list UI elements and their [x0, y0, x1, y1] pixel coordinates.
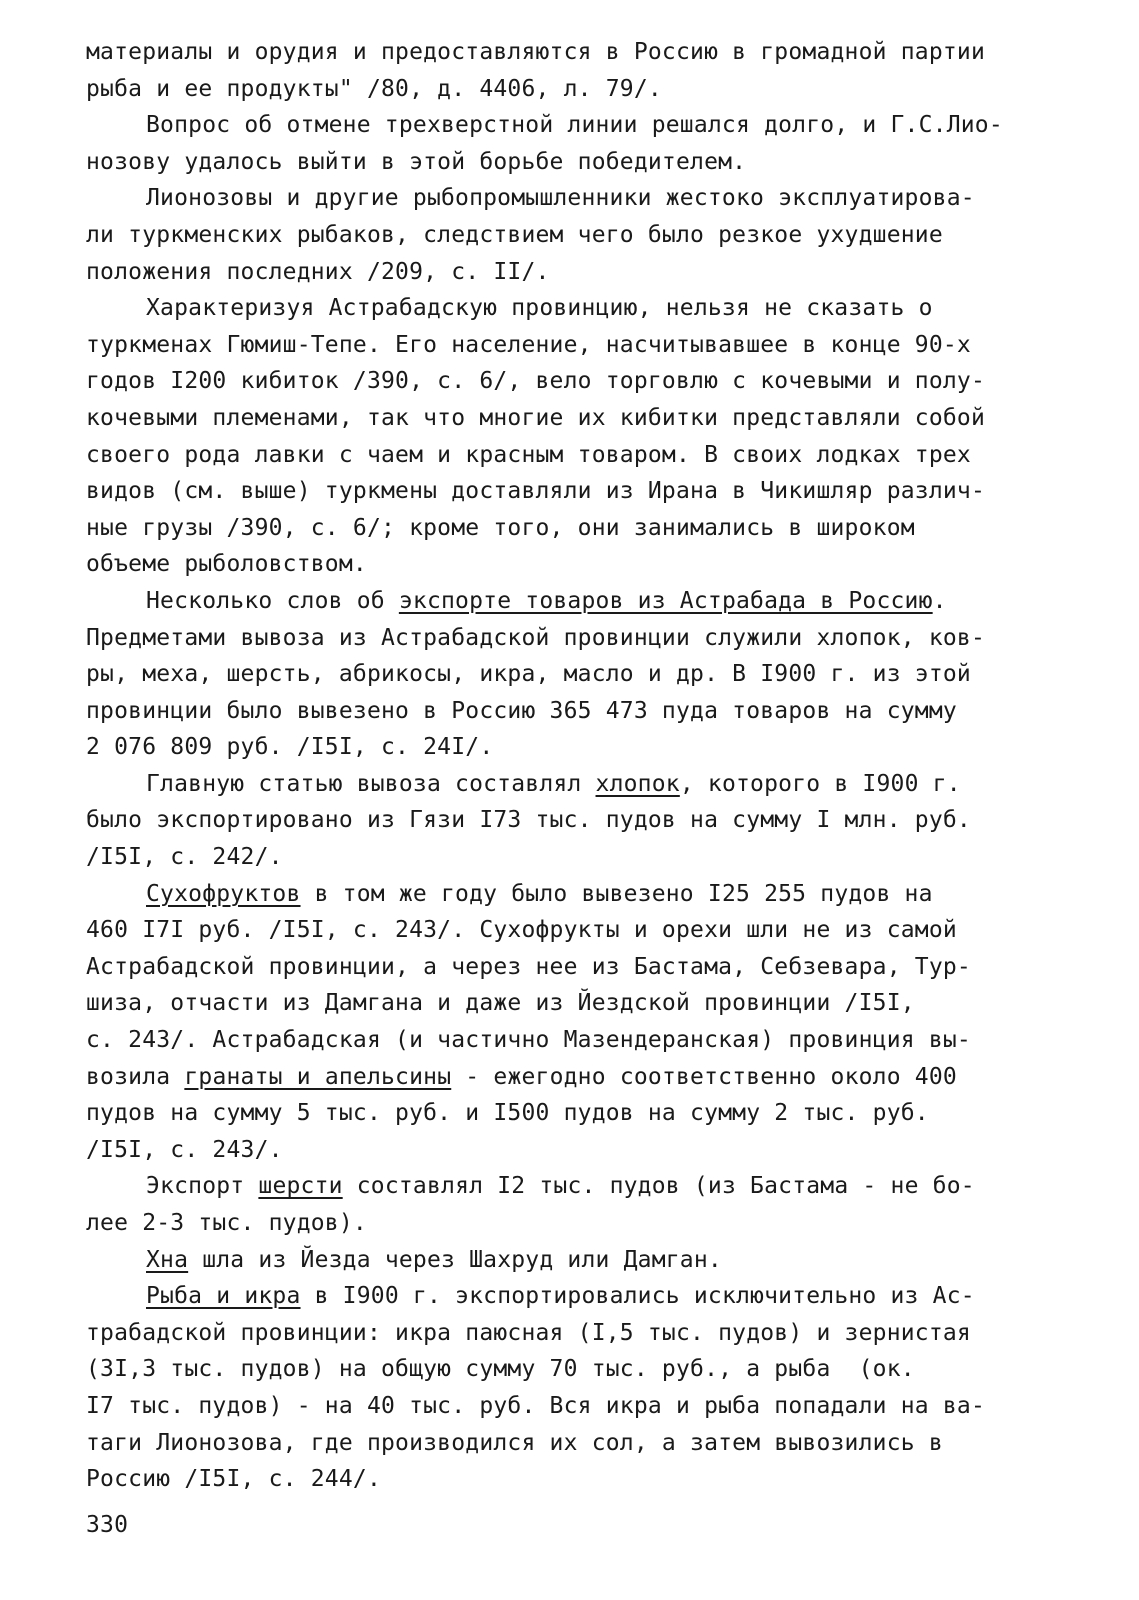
- text-segment: (3I,3 тыс. пудов) на общую сумму 70 тыс. руб., а рыба (ок.: [86, 1356, 915, 1383]
- text-line: [86, 510, 1086, 547]
- text-segment: I7 тыс. пудов) - на 40 тыс. руб. Вся икра и рыба попадали на ва-: [86, 1392, 986, 1419]
- text-line: [86, 290, 1086, 327]
- text-segment: было экспортировано из Гязи I73 тыс. пудов на сумму I млн. руб.: [86, 807, 971, 834]
- text-segment: Характеризуя Астрабадскую провинцию, нельзя не сказать о: [146, 295, 933, 322]
- text-segment: Главную статью вывоза составлял: [146, 770, 596, 797]
- text-line: [86, 1205, 1086, 1242]
- text-segment: положения последних /209, с. II/.: [86, 258, 550, 285]
- text-segment: Вопрос об отмене трехверстной линии решался долго, и Г.С.Лио-: [146, 112, 1003, 139]
- text-segment: возила: [86, 1063, 185, 1090]
- text-line: [86, 1168, 1086, 1205]
- text-line: [86, 949, 1086, 986]
- text-line: [86, 1278, 1086, 1315]
- text-line: [86, 71, 1086, 108]
- text-segment: 2 076 809 руб. /I5I, с. 24I/.: [86, 734, 494, 761]
- text-segment: туркменах Гюмиш-Тепе. Его население, насчитывавшее в конце 90-х: [86, 331, 971, 358]
- text-line: [86, 400, 1086, 437]
- text-segment: видов (см. выше) туркмены доставляли из Ирана в Чикишляр различ-: [86, 478, 986, 505]
- text-line: [86, 1315, 1086, 1352]
- text-segment: - ежегодно соответственно около 400: [451, 1063, 957, 1090]
- text-segment: ли туркменских рыбаков, следствием чего было резкое ухудшение: [86, 221, 943, 248]
- text-line: [86, 217, 1086, 254]
- text-line: [86, 327, 1086, 364]
- text-line: [86, 1242, 1086, 1279]
- text-segment: материалы и орудия и предоставляются в Россию в громадной партии: [86, 39, 986, 65]
- text-segment: в том же году было вывезено I25 255 пудов на: [300, 880, 933, 907]
- underlined-text: Рыба и икра: [146, 1283, 301, 1310]
- text-line: [86, 766, 1086, 803]
- text-line: [86, 363, 1086, 400]
- text-line: [86, 656, 1086, 693]
- text-line: [86, 1388, 1086, 1425]
- text-segment: /I5I, с. 243/.: [86, 1136, 283, 1163]
- text-segment: .: [932, 587, 947, 614]
- text-segment: Астрабадской провинции, а через нее из Бастама, Себзевара, Тур-: [86, 953, 971, 980]
- text-segment: пудов на сумму 5 тыс. руб. и I500 пудов на сумму 2 тыс. руб.: [86, 1100, 929, 1127]
- text-segment: Предметами вывоза из Астрабадской провинции служили хлопок, ков-: [86, 624, 986, 651]
- underlined-text: гранаты и апельсины: [184, 1063, 452, 1090]
- text-segment: составлял I2 тыс. пудов (из Бастама - не бо-: [342, 1173, 975, 1200]
- text-line: [86, 1095, 1086, 1132]
- text-line: [86, 180, 1086, 217]
- text-line: [86, 1022, 1086, 1059]
- text-segment: 460 I7I руб. /I5I, с. 243/. Сухофрукты и орехи шли не из самой: [86, 917, 957, 944]
- text-line: [86, 802, 1086, 839]
- text-line: [86, 1132, 1086, 1169]
- text-segment: нозову удалось выйти в этой борьбе победителем.: [86, 148, 747, 175]
- text-segment: трабадской провинции: икра паюсная (I,5 тыс. пудов) и зернистая: [86, 1319, 971, 1346]
- body-text: [86, 34, 1086, 1498]
- text-line: [86, 1425, 1086, 1462]
- text-segment: провинции было вывезено в Россию 365 473 пуда товаров на сумму: [86, 697, 957, 724]
- text-segment: с. 243/. Астрабадская (и частично Мазендеранская) провинция вы-: [86, 1027, 971, 1054]
- text-segment: рыба и ее продукты" /80, д. 4406, л. 79/.: [86, 75, 662, 102]
- text-segment: , которого в I900 г.: [679, 770, 961, 797]
- text-segment: своего рода лавки с чаем и красным товаром. В своих лодках трех: [86, 441, 971, 468]
- text-line: [86, 620, 1086, 657]
- text-line: [86, 912, 1086, 949]
- text-segment: Лионозовы и другие рыбопромышленники жестоко эксплуатирова-: [146, 185, 975, 212]
- underlined-text: Сухофруктов: [146, 880, 301, 907]
- text-segment: шла из Йезда через Шахруд или Дамган.: [188, 1246, 722, 1273]
- text-line: [86, 1461, 1086, 1498]
- text-line: [86, 729, 1086, 766]
- text-segment: ры, меха, шерсть, абрикосы, икра, масло и др. В I900 г. из этой: [86, 661, 971, 688]
- page-number: 330: [86, 1512, 129, 1538]
- text-line: [86, 437, 1086, 474]
- text-segment: Экспорт: [146, 1173, 259, 1200]
- text-line: [86, 107, 1086, 144]
- text-segment: шиза, отчасти из Дамгана и даже из Йездской провинции /I5I,: [86, 990, 915, 1017]
- underlined-text: хлопок: [595, 770, 680, 797]
- text-segment: кочевыми племенами, так что многие их кибитки представляли собой: [86, 404, 986, 431]
- text-line: [86, 1059, 1086, 1096]
- text-line: [86, 1351, 1086, 1388]
- text-segment: Несколько слов об: [146, 587, 399, 614]
- text-line: [86, 34, 1086, 71]
- text-line: [86, 876, 1086, 913]
- text-line: [86, 839, 1086, 876]
- text-segment: ные грузы /390, с. 6/; кроме того, они занимались в широком: [86, 514, 915, 541]
- text-segment: годов I200 кибиток /390, с. 6/, вело торговлю с кочевыми и полу-: [86, 368, 986, 395]
- text-segment: таги Лионозова, где производился их сол, а затем вывозились в: [86, 1429, 943, 1456]
- underlined-text: Хна: [146, 1246, 189, 1273]
- text-line: [86, 985, 1086, 1022]
- text-line: [86, 473, 1086, 510]
- text-segment: лее 2-3 тыс. пудов).: [86, 1210, 367, 1236]
- text-segment: /I5I, с. 242/.: [86, 844, 283, 871]
- text-line: [86, 144, 1086, 181]
- underlined-text: шерсти: [258, 1173, 343, 1200]
- text-line: [86, 254, 1086, 291]
- text-segment: в I900 г. экспортировались исключительно из Ас-: [300, 1283, 975, 1310]
- text-segment: Россию /I5I, с. 244/.: [86, 1466, 381, 1493]
- underlined-text: экспорте товаров из Астрабада в Россию: [398, 587, 933, 614]
- text-line: [86, 693, 1086, 730]
- text-line: [86, 583, 1086, 620]
- text-line: [86, 546, 1086, 583]
- text-segment: объеме рыболовством.: [86, 551, 367, 578]
